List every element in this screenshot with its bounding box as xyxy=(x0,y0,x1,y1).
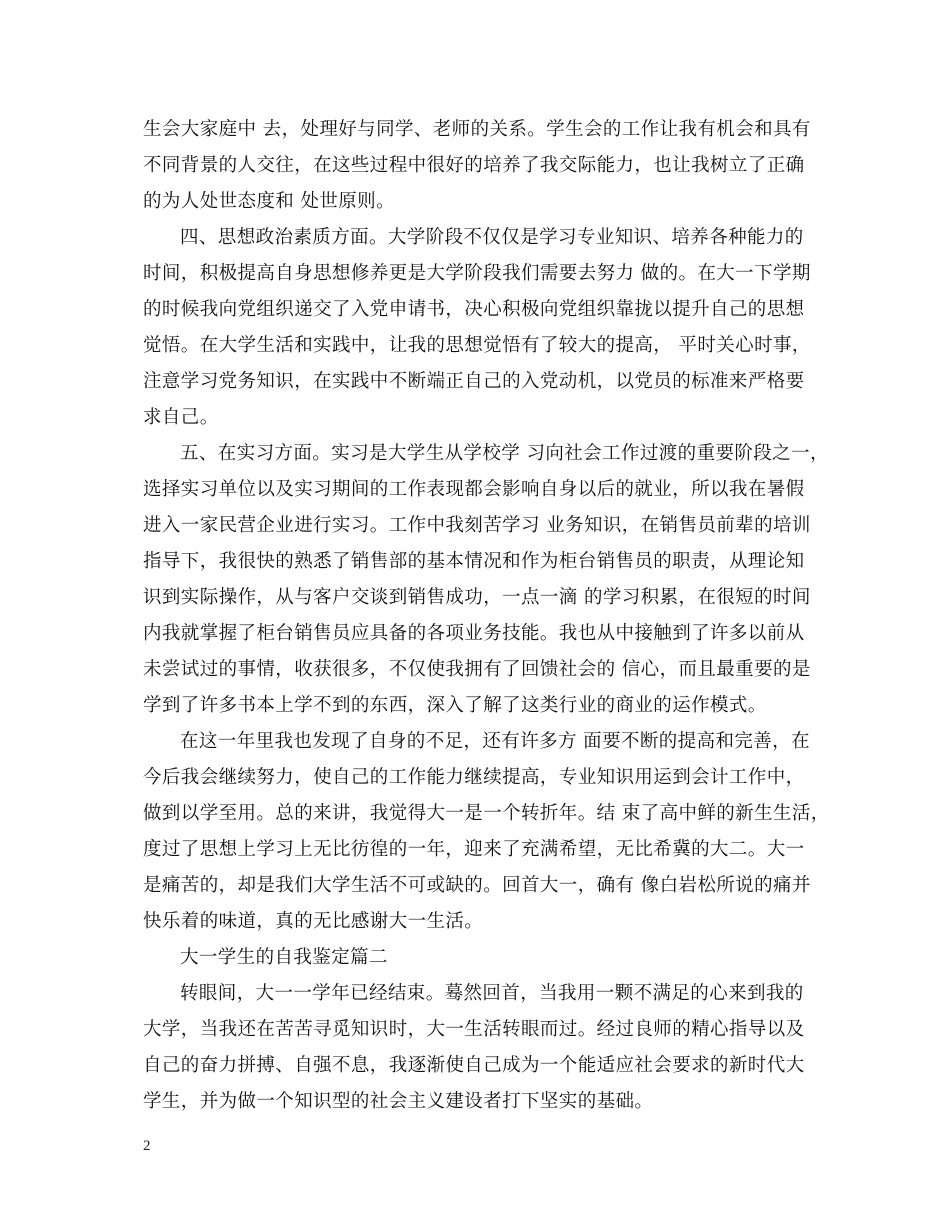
text-line: 的时候我向党组织递交了入党申请书，决心积极向党组织靠拢以提升自己的思想 xyxy=(143,299,805,320)
text-line: 内我就掌握了柜台销售员应具备的各项业务技能。我也从中接触到了许多以前从 xyxy=(143,623,805,644)
text-line: 五、在实习方面。实习是大学生从学校学 习向社会工作过渡的重要阶段之一， xyxy=(180,443,829,464)
text-line: 度过了思想上学习上无比彷徨的一年，迎来了充满希望，无比希冀的大二。大一 xyxy=(143,839,805,860)
text-line: 自己的奋力拼搏、自强不息，我逐渐使自己成为一个能适应社会要求的新时代大 xyxy=(143,1055,805,1076)
page-number: 2 xyxy=(143,1138,151,1154)
text-line: 求自己。 xyxy=(143,407,219,428)
text-line: 的为人处世态度和 处世原则。 xyxy=(143,191,395,212)
text-line: 选择实习单位以及实习期间的工作表现都会影响自身以后的就业，所以我在暑假 xyxy=(143,479,805,500)
text-line: 是痛苦的，却是我们大学生活不可或缺的。回首大一，确有 像白岩松所说的痛并 xyxy=(143,875,811,896)
text-line: 转眼间，大一一学年已经结束。蓦然回首，当我用一颗不满足的心来到我的 xyxy=(180,983,804,1004)
section-heading: 大一学生的自我鉴定篇二 xyxy=(180,947,388,968)
text-line: 未尝试过的事情，收获很多，不仅使我拥有了回馈社会的 信心，而且最重要的是 xyxy=(143,659,811,680)
text-line: 大学，当我还在苦苦寻觅知识时，大一生活转眼而过。经过良师的精心指导以及 xyxy=(143,1019,805,1040)
text-line: 不同背景的人交往，在这些过程中很好的培养了我交际能力，也让我树立了正确 xyxy=(143,155,805,176)
text-line: 今后我会继续努力，使自己的工作能力继续提高，专业知识用运到会计工作中， xyxy=(143,767,805,788)
text-line: 觉悟。在大学生活和实践中，让我的思想觉悟有了较大的提高， 平时关心时事， xyxy=(143,335,811,356)
text-line: 指导下，我很快的熟悉了销售部的基本情况和作为柜台销售员的职责，从理论知 xyxy=(143,551,805,572)
text-line: 进入一家民营企业进行实习。工作中我刻苦学习 业务知识，在销售员前辈的培训 xyxy=(143,515,811,536)
text-line: 学生，并为做一个知识型的社会主义建设者打下坚实的基础。 xyxy=(143,1091,654,1112)
text-line: 在这一年里我也发现了自身的不足，还有许多方 面要不断的提高和完善，在 xyxy=(180,731,810,752)
text-line: 注意学习党务知识，在实践中不断端正自己的入党动机，以党员的标准来严格要 xyxy=(143,371,805,392)
text-line: 快乐着的味道，真的无比感谢大一生活。 xyxy=(143,911,484,932)
text-line: 时间，积极提高自身思想修养更是大学阶段我们需要去努力 做的。在大一下学期 xyxy=(143,263,811,284)
text-line: 生会大家庭中 去，处理好与同学、老师的关系。学生会的工作让我有机会和具有 xyxy=(143,119,811,140)
text-line: 做到以学至用。总的来讲，我觉得大一是一个转折年。结 束了高中鲜的新生生活， xyxy=(143,803,830,824)
text-line: 四、思想政治素质方面。大学阶段不仅仅是学习专业知识、培养各种能力的 xyxy=(180,227,804,248)
text-line: 识到实际操作，从与客户交谈到销售成功，一点一滴 的学习积累，在很短的时间 xyxy=(143,587,811,608)
text-line: 学到了许多书本上学不到的东西，深入了解了这类行业的商业的运作模式。 xyxy=(143,695,767,716)
